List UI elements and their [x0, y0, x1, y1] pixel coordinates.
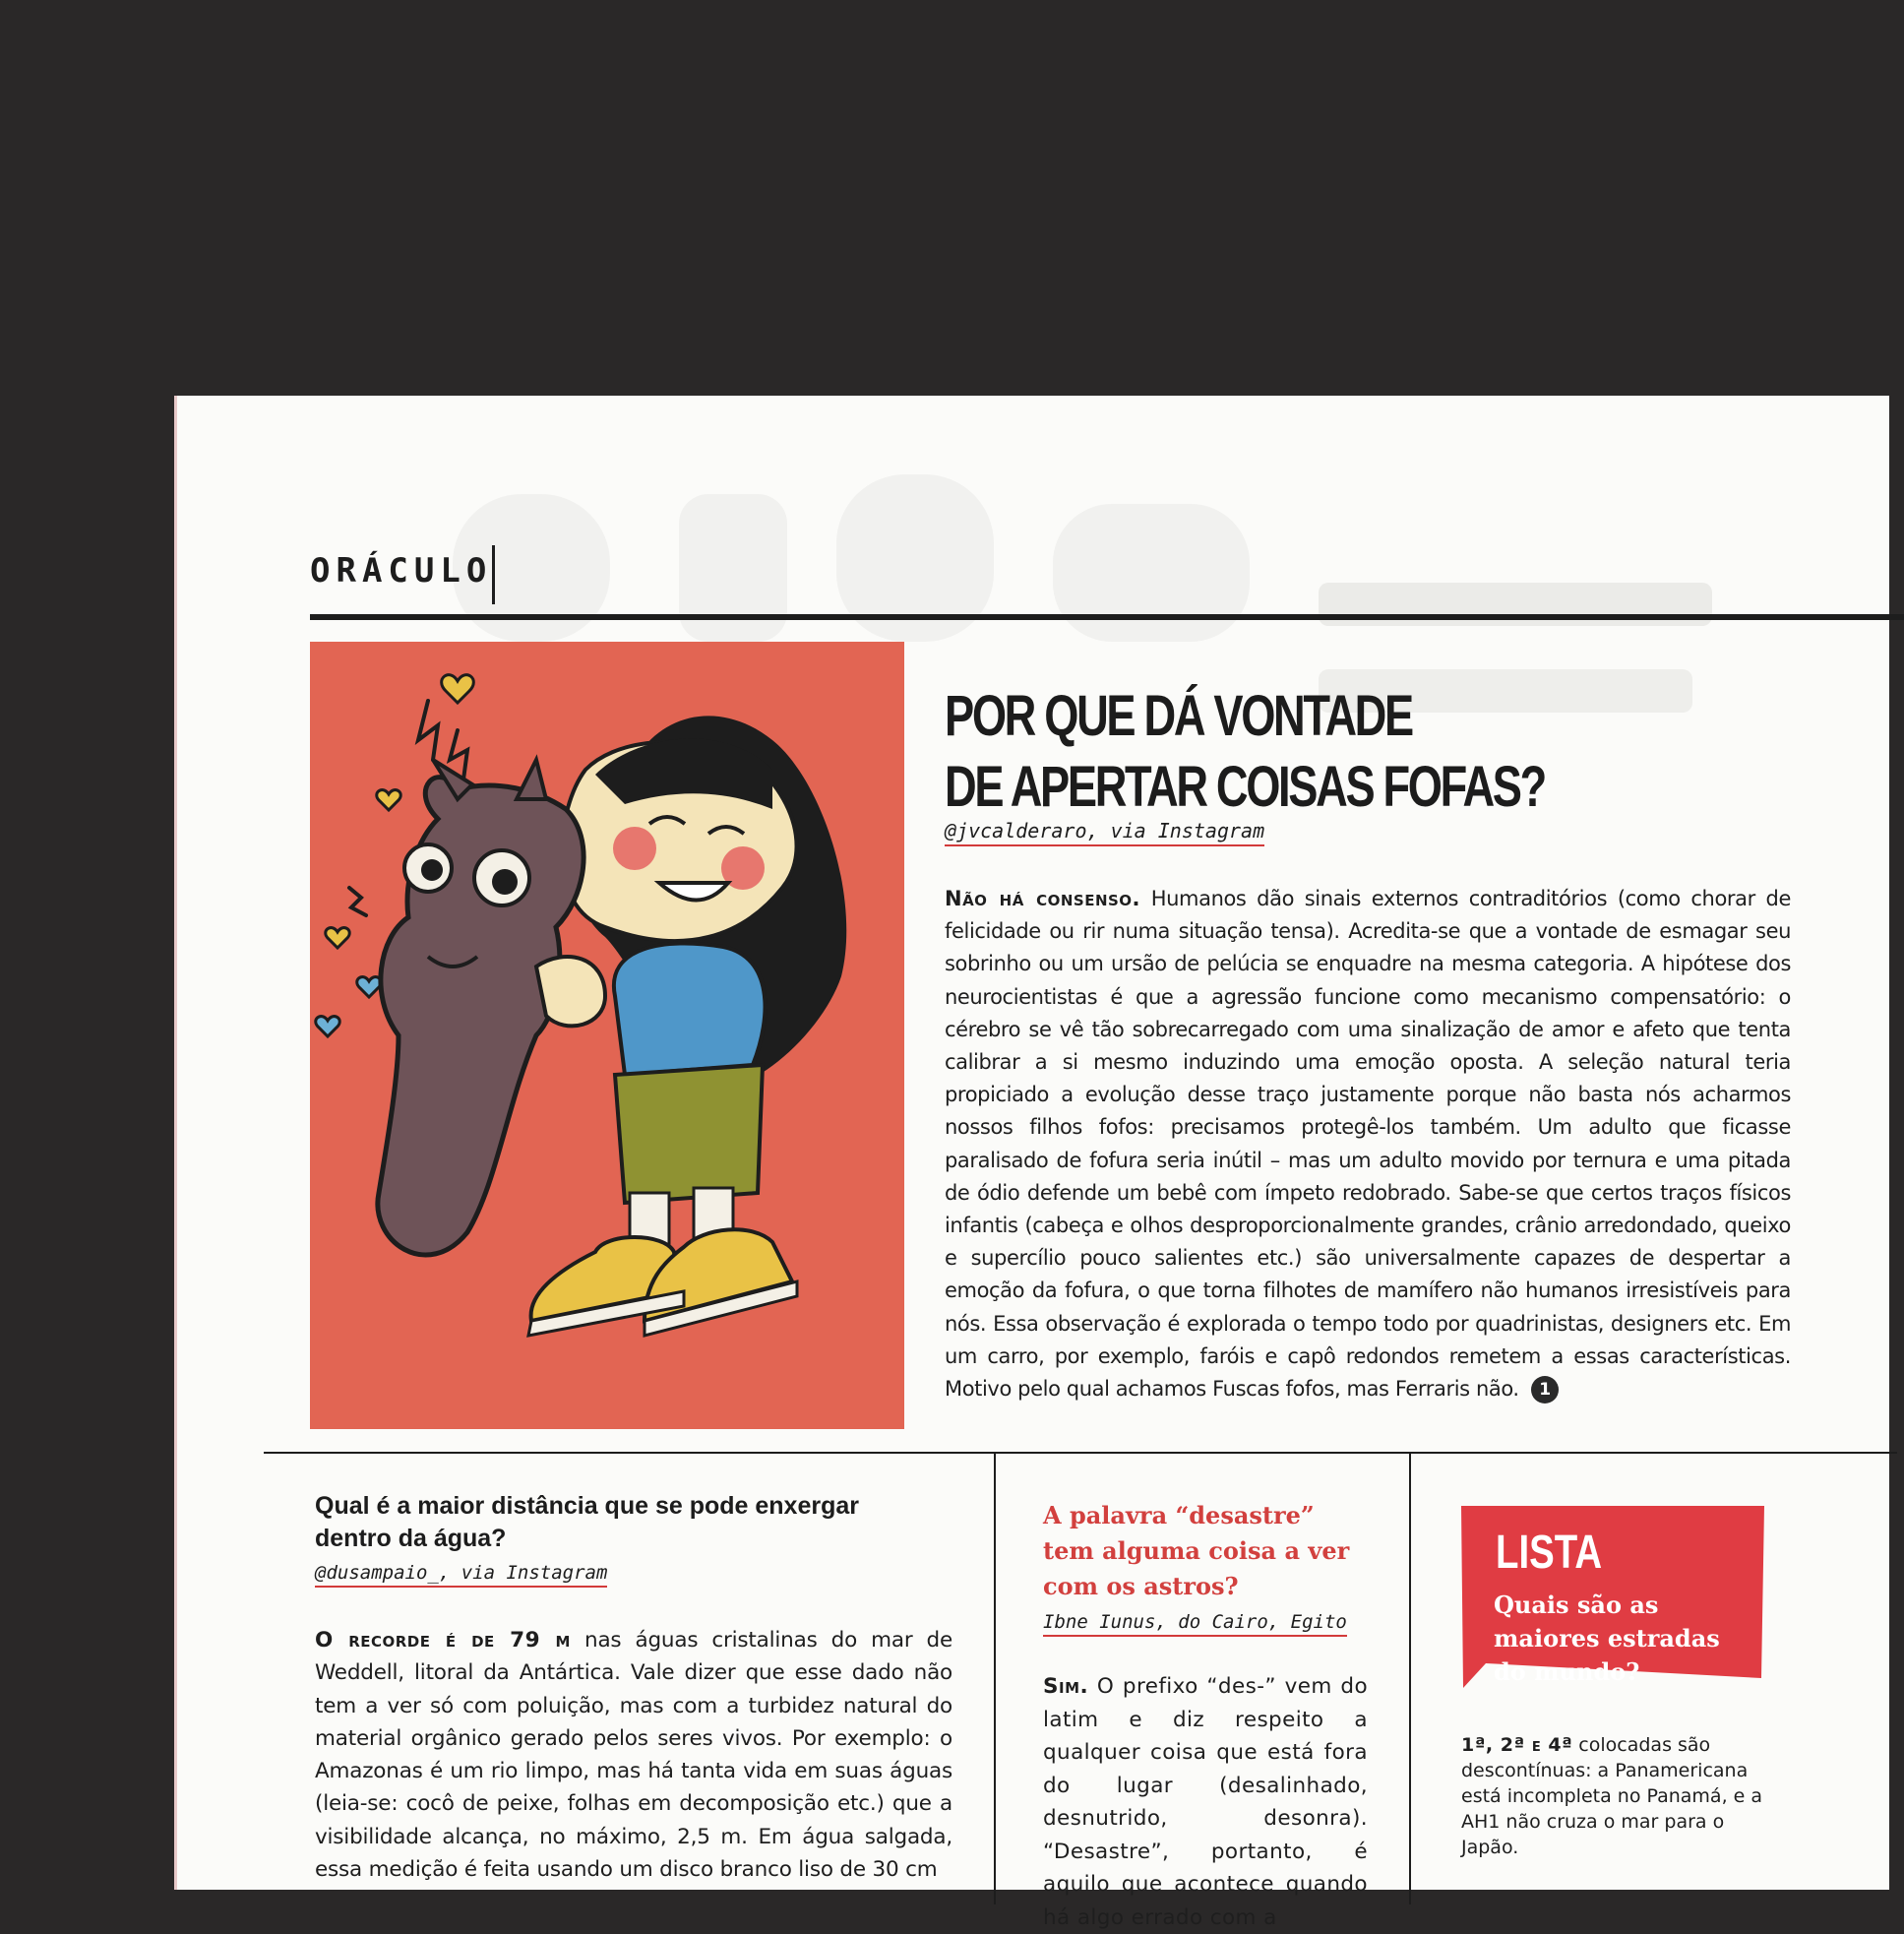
main-headline-line-1: POR QUE DÁ VONTADE [945, 684, 1412, 748]
main-answer-text: Humanos dão sinais externos contraditórios (como chorar de felicidade ou rir numa situação tensa). Acredita-se que a vontade de esmagar seu sobrinho ou um ursão de pelúcia se enquadre na mesma categoria. A hipótese dos neurocientistas é que a agressão funcione como mecanismo compensatório: o cérebro se vê tão sobrecarregado com uma sinalização de amor e afeto que tenta calibrar a si mesmo induzindo uma emoção oposta. A seleção natural teria propiciado a evolução desse traço justamente porque não basta nós acharmos nossos filhos fofos: precisamos protegê-los também. Um adulto que ficasse paralisado de fofura seria inútil – mas um adulto movido por ternura e uma pitada de ódio defende um bebê com ímpeto redobrado. Sabe-se que certos traços físicos infantis (cabeça e olhos desproporcionalmente grandes, crânio arredondado, queixo e supercílio pouco salientes etc.) são universalmente capazes de despertar a emoção da fofura, o que torna filhotes de mamífero não humanos irresistíveis para nós. Essa observação é explorada o tempo todo por quadrinistas, designers etc. Em um carro, por exemplo, faróis e capô redondos remetem a essas características. Motivo pelo qual achamos Fuscas fofos, mas Ferraris não. [945, 887, 1792, 1402]
disaster-answer-body [1043, 1670, 1368, 1934]
main-answer-lead: Não há consenso. [945, 887, 1141, 910]
main-headline [945, 681, 1545, 823]
water-question-handle: @dusampaio_, via Instagram [315, 1562, 607, 1588]
column-divider [994, 1452, 996, 1904]
main-question-handle: @jvcalderaro, via Instagram [945, 819, 1264, 846]
section-divider [492, 545, 495, 604]
disaster-answer-lead: Sim. [1043, 1674, 1089, 1699]
magazine-page [177, 396, 1889, 1930]
end-mark-badge: 1 [1531, 1376, 1559, 1404]
section-label: ORÁCULO [310, 551, 493, 591]
water-answer-lead: O recorde é de 79 m [315, 1628, 571, 1653]
disaster-question-handle: Ibne Iunus, do Cairo, Egito [1043, 1611, 1347, 1637]
list-body [1461, 1732, 1776, 1860]
middle-rule [264, 1452, 1897, 1454]
top-rule [310, 614, 1904, 620]
show-through-text [1319, 573, 1732, 647]
list-title: LISTA [1496, 1527, 1603, 1579]
list-text: colocadas são descontínuas: a Panamericana está incompleta no Panamá, e a AH1 não cruza o mar para o Japão. [1461, 1734, 1763, 1858]
girl-hugging-plush-illustration [310, 642, 904, 1429]
list-subtitle: Quais são as maiores estradas do mundo? [1494, 1591, 1720, 1686]
water-answer-text: nas águas cristalinas do mar de Weddell, litoral da Antártica. Vale dizer que esse dado não tem a ver só com poluição, mas com a turbidez natural do material orgânico gerado pelos seres vivos. Por exemplo: o Amazonas é um rio limpo, mas há tanta vida em suas águas (leia-se: cocô de peixe, folhas em decomposição etc.) que a visibilidade alcança, no máximo, 2,5 m. Em água salgada, essa medição é feita usando um disco branco liso de 30 cm [315, 1628, 952, 1883]
list-lead: 1ª, 2ª e 4ª [1461, 1734, 1573, 1756]
water-question-title: Qual é a maior distância que se pode enxergar dentro da água? [315, 1492, 859, 1552]
disaster-question-title: A palavra “desastre” tem alguma coisa a ver com os astros? [1043, 1501, 1350, 1600]
column-divider [1409, 1452, 1411, 1904]
disaster-answer-text: O prefixo “des-” vem do latim e diz respeito a qualquer coisa que está fora do lugar (desalinhado, desnutrido, desonra). “Desastre”, portanto, é aquilo que acontece quando há algo errado com a [1043, 1674, 1368, 1930]
main-headline-line-2: DE APERTAR COISAS FOFAS? [945, 755, 1545, 819]
water-answer-body [315, 1624, 952, 1886]
main-answer-body [945, 883, 1791, 1405]
